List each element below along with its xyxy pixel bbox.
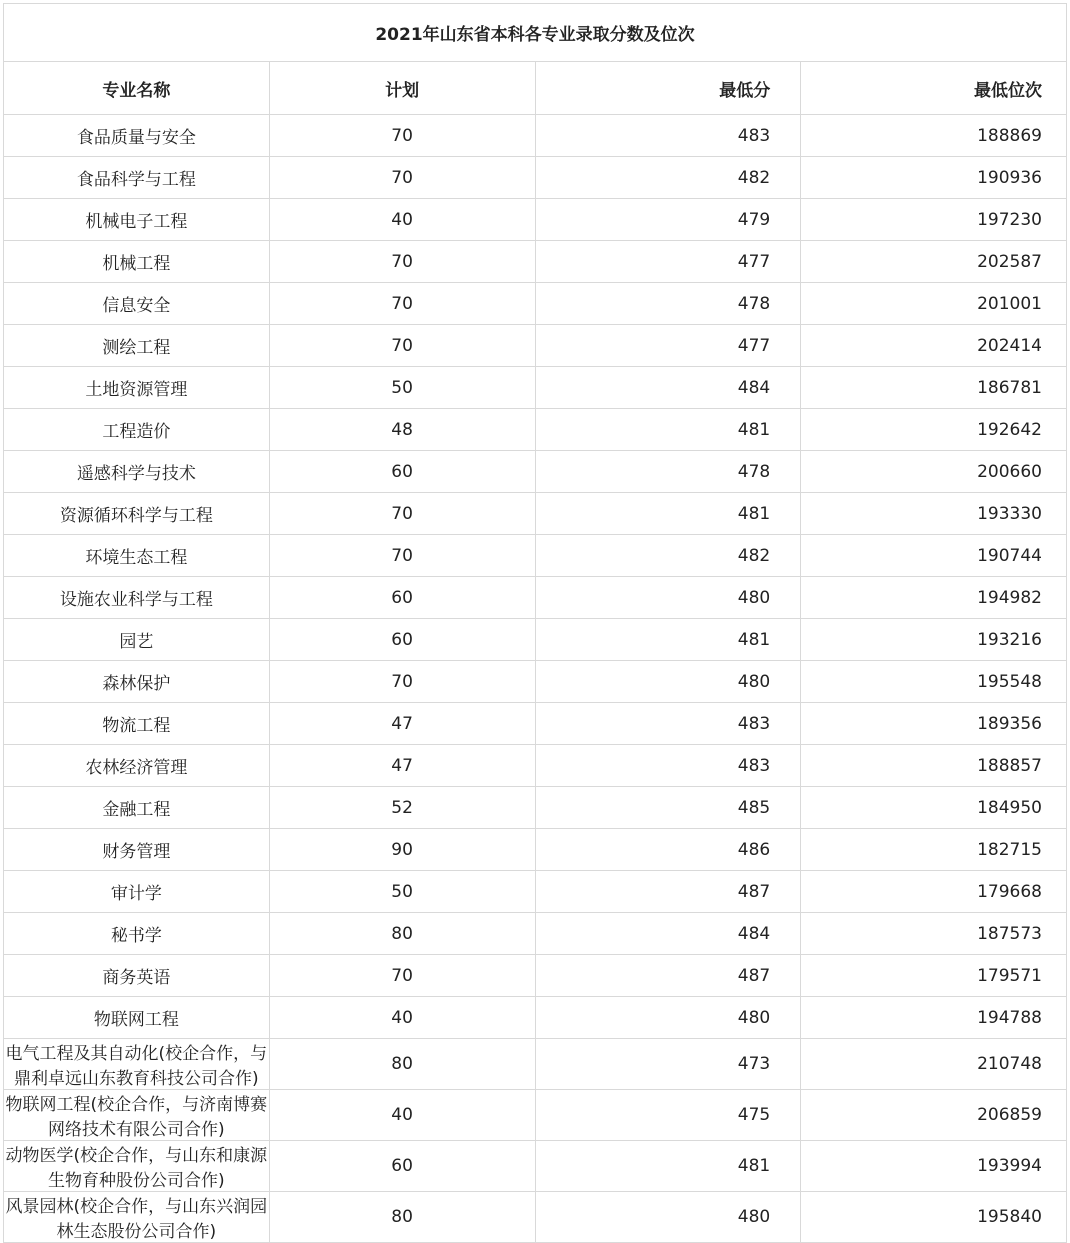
min-score-cell: 483: [535, 115, 801, 157]
min-rank-cell: 188857: [801, 745, 1067, 787]
min-score-cell: 480: [535, 661, 801, 703]
plan-cell: 47: [269, 703, 535, 745]
major-name-cell: 风景园林(校企合作，与山东兴润园林生态股份公司合作): [4, 1192, 270, 1243]
major-name-cell: 食品质量与安全: [4, 115, 270, 157]
plan-cell: 70: [269, 283, 535, 325]
major-name-cell: 金融工程: [4, 787, 270, 829]
plan-cell: 48: [269, 409, 535, 451]
major-name-cell: 测绘工程: [4, 325, 270, 367]
table-row: [4, 535, 1067, 577]
header-major-name: 专业名称: [4, 62, 270, 115]
min-rank-cell: 194788: [801, 997, 1067, 1039]
major-name-cell: 食品科学与工程: [4, 157, 270, 199]
min-score-cell: 478: [535, 451, 801, 493]
major-name-cell: 物联网工程(校企合作，与济南博赛网络技术有限公司合作): [4, 1090, 270, 1141]
major-name-cell: 森林保护: [4, 661, 270, 703]
header-min-score: 最低分: [535, 62, 801, 115]
min-score-cell: 481: [535, 1141, 801, 1192]
min-rank-cell: 193994: [801, 1141, 1067, 1192]
table-row: [4, 157, 1067, 199]
admission-table: [3, 3, 1067, 1243]
plan-cell: 70: [269, 157, 535, 199]
min-rank-cell: 184950: [801, 787, 1067, 829]
plan-cell: 70: [269, 661, 535, 703]
min-rank-cell: 188869: [801, 115, 1067, 157]
plan-cell: 60: [269, 1141, 535, 1192]
min-rank-cell: 202587: [801, 241, 1067, 283]
min-rank-cell: 179571: [801, 955, 1067, 997]
min-rank-cell: 192642: [801, 409, 1067, 451]
min-score-cell: 473: [535, 1039, 801, 1090]
table-row: [4, 283, 1067, 325]
min-rank-cell: 201001: [801, 283, 1067, 325]
min-rank-cell: 195548: [801, 661, 1067, 703]
min-rank-cell: 194982: [801, 577, 1067, 619]
table-row: [4, 787, 1067, 829]
major-name-cell: 遥感科学与技术: [4, 451, 270, 493]
min-score-cell: 481: [535, 409, 801, 451]
min-score-cell: 480: [535, 997, 801, 1039]
header-plan: 计划: [269, 62, 535, 115]
min-rank-cell: 193330: [801, 493, 1067, 535]
min-rank-cell: 186781: [801, 367, 1067, 409]
major-name-cell: 设施农业科学与工程: [4, 577, 270, 619]
table-row: [4, 577, 1067, 619]
table-row: [4, 409, 1067, 451]
major-name-cell: 审计学: [4, 871, 270, 913]
table-body: [4, 115, 1067, 1243]
min-rank-cell: 195840: [801, 1192, 1067, 1243]
major-name-cell: 信息安全: [4, 283, 270, 325]
plan-cell: 70: [269, 955, 535, 997]
min-rank-cell: 190936: [801, 157, 1067, 199]
major-name-cell: 机械工程: [4, 241, 270, 283]
table-row: [4, 997, 1067, 1039]
min-rank-cell: 193216: [801, 619, 1067, 661]
major-name-cell: 物流工程: [4, 703, 270, 745]
major-name-cell: 园艺: [4, 619, 270, 661]
major-name-cell: 电气工程及其自动化(校企合作，与鼎利卓远山东教育科技公司合作): [4, 1039, 270, 1090]
table-row: [4, 619, 1067, 661]
plan-cell: 60: [269, 577, 535, 619]
min-score-cell: 477: [535, 241, 801, 283]
min-score-cell: 480: [535, 577, 801, 619]
major-name-cell: 工程造价: [4, 409, 270, 451]
min-score-cell: 481: [535, 493, 801, 535]
table-row: [4, 199, 1067, 241]
min-rank-cell: 179668: [801, 871, 1067, 913]
plan-cell: 47: [269, 745, 535, 787]
major-name-cell: 财务管理: [4, 829, 270, 871]
table-row: [4, 1039, 1067, 1090]
plan-cell: 70: [269, 241, 535, 283]
major-name-cell: 秘书学: [4, 913, 270, 955]
major-name-cell: 农林经济管理: [4, 745, 270, 787]
min-rank-cell: 197230: [801, 199, 1067, 241]
table-row: [4, 955, 1067, 997]
plan-cell: 70: [269, 535, 535, 577]
min-rank-cell: 210748: [801, 1039, 1067, 1090]
min-rank-cell: 202414: [801, 325, 1067, 367]
min-score-cell: 483: [535, 703, 801, 745]
plan-cell: 40: [269, 1090, 535, 1141]
table-row: [4, 115, 1067, 157]
min-score-cell: 475: [535, 1090, 801, 1141]
min-score-cell: 482: [535, 157, 801, 199]
plan-cell: 40: [269, 199, 535, 241]
header-min-rank: 最低位次: [801, 62, 1067, 115]
min-score-cell: 484: [535, 367, 801, 409]
major-name-cell: 机械电子工程: [4, 199, 270, 241]
min-score-cell: 479: [535, 199, 801, 241]
min-score-cell: 486: [535, 829, 801, 871]
table-title: 2021年山东省本科各专业录取分数及位次: [4, 4, 1067, 62]
plan-cell: 80: [269, 1039, 535, 1090]
plan-cell: 50: [269, 871, 535, 913]
table-row: [4, 241, 1067, 283]
min-score-cell: 485: [535, 787, 801, 829]
table-row: [4, 1090, 1067, 1141]
plan-cell: 90: [269, 829, 535, 871]
major-name-cell: 物联网工程: [4, 997, 270, 1039]
major-name-cell: 商务英语: [4, 955, 270, 997]
min-rank-cell: 182715: [801, 829, 1067, 871]
plan-cell: 70: [269, 115, 535, 157]
table-row: [4, 913, 1067, 955]
header-row: [4, 62, 1067, 115]
plan-cell: 70: [269, 325, 535, 367]
table-row: [4, 703, 1067, 745]
major-name-cell: 土地资源管理: [4, 367, 270, 409]
min-score-cell: 487: [535, 871, 801, 913]
min-score-cell: 487: [535, 955, 801, 997]
plan-cell: 60: [269, 619, 535, 661]
plan-cell: 70: [269, 493, 535, 535]
min-score-cell: 478: [535, 283, 801, 325]
table-row: [4, 367, 1067, 409]
plan-cell: 60: [269, 451, 535, 493]
min-rank-cell: 206859: [801, 1090, 1067, 1141]
table-row: [4, 325, 1067, 367]
major-name-cell: 环境生态工程: [4, 535, 270, 577]
plan-cell: 40: [269, 997, 535, 1039]
table-row: [4, 1141, 1067, 1192]
plan-cell: 52: [269, 787, 535, 829]
plan-cell: 80: [269, 1192, 535, 1243]
table-row: [4, 745, 1067, 787]
table-row: [4, 451, 1067, 493]
table-row: [4, 829, 1067, 871]
min-score-cell: 477: [535, 325, 801, 367]
major-name-cell: 动物医学(校企合作，与山东和康源生物育种股份公司合作): [4, 1141, 270, 1192]
major-name-cell: 资源循环科学与工程: [4, 493, 270, 535]
plan-cell: 50: [269, 367, 535, 409]
title-row: [4, 4, 1067, 62]
min-rank-cell: 187573: [801, 913, 1067, 955]
table-row: [4, 493, 1067, 535]
min-score-cell: 483: [535, 745, 801, 787]
admission-table-container: [3, 3, 1067, 1243]
table-row: [4, 871, 1067, 913]
table-row: [4, 661, 1067, 703]
table-row: [4, 1192, 1067, 1243]
min-score-cell: 481: [535, 619, 801, 661]
min-rank-cell: 189356: [801, 703, 1067, 745]
min-rank-cell: 190744: [801, 535, 1067, 577]
min-score-cell: 484: [535, 913, 801, 955]
min-score-cell: 482: [535, 535, 801, 577]
min-score-cell: 480: [535, 1192, 801, 1243]
plan-cell: 80: [269, 913, 535, 955]
min-rank-cell: 200660: [801, 451, 1067, 493]
